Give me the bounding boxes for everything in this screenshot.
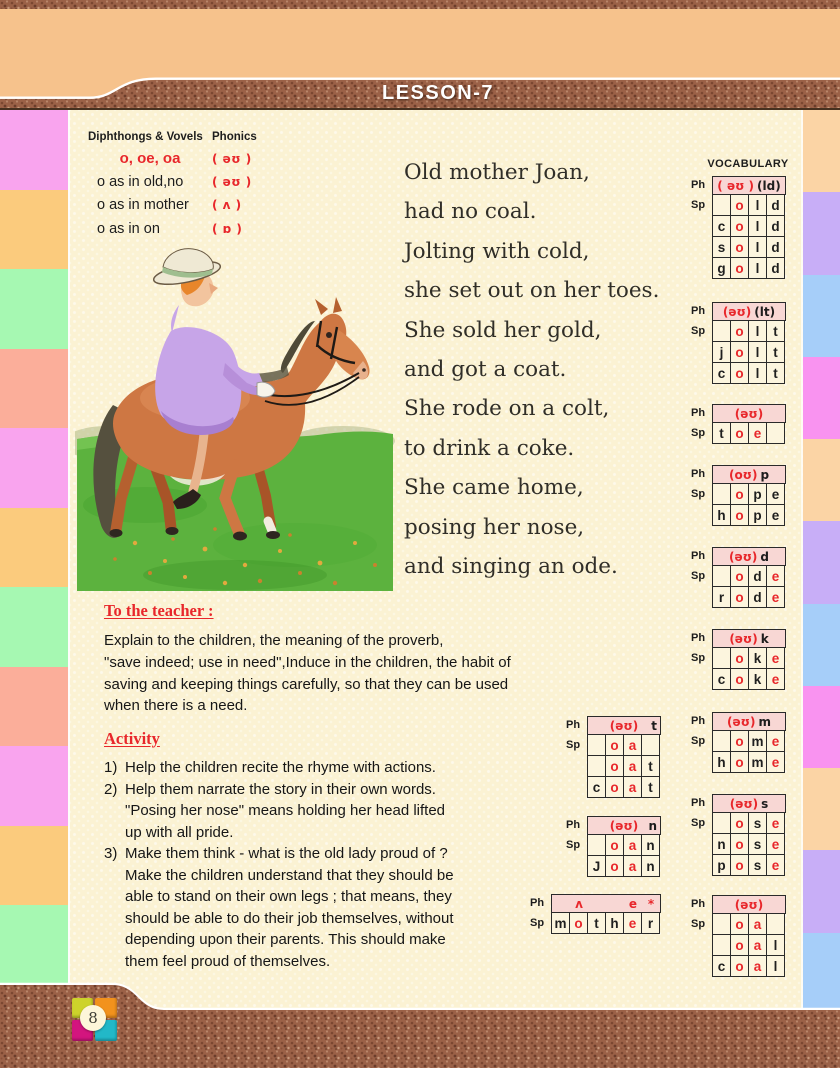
table-cell: s	[713, 237, 730, 257]
activity-item-lines	[125, 757, 436, 779]
poem-line: She sold her gold,	[404, 317, 602, 343]
sp-label: Sp	[691, 817, 706, 829]
edge-stripe	[0, 110, 68, 190]
table-cell: o	[731, 752, 748, 772]
edge-stripe	[803, 439, 840, 521]
key-col2-header: Phonics	[212, 131, 257, 143]
edge-stripe	[803, 850, 840, 932]
table-cell: l	[749, 342, 766, 362]
activity-line: Make them think - what is the old lady proud of ?	[125, 845, 448, 862]
activity-item-number: 1)	[104, 759, 118, 776]
poem-line: she set out on her toes.	[404, 278, 660, 304]
activity-line: Help them narrate the story in their own words.	[125, 780, 436, 798]
table-cell: e	[624, 913, 641, 933]
ph-label: Ph	[530, 897, 545, 909]
word-table-home	[691, 712, 786, 773]
activity-heading: Activity	[104, 729, 160, 748]
sp-label: Sp	[691, 570, 706, 582]
table-cell: p	[749, 505, 766, 525]
table-cell: l	[749, 258, 766, 278]
left-stripe-column	[0, 110, 68, 990]
sp-label: Sp	[691, 735, 706, 747]
table-cell: l	[767, 956, 784, 976]
footer-cork-bar	[0, 980, 840, 1068]
activity-line: Help the children recite the rhyme with actions.	[125, 759, 436, 776]
word-table-coat	[566, 716, 661, 798]
table-cell: e	[767, 813, 784, 833]
table-body	[712, 813, 785, 876]
poem-line: and singing an ode.	[404, 554, 618, 580]
table-cell: o	[731, 484, 748, 504]
table-cell: s	[749, 813, 766, 833]
table-cell: m	[749, 731, 766, 751]
table-cell: o	[731, 669, 748, 689]
header-part: t	[651, 718, 657, 733]
word-table-joan	[566, 816, 661, 877]
header-part: (əʊ)	[734, 897, 764, 912]
table-cell	[588, 735, 605, 755]
key-word: o, oe, oa	[119, 150, 181, 167]
poem-line: Old mother Joan,	[404, 160, 590, 185]
table-cell: o	[731, 834, 748, 854]
ph-label: Ph	[691, 715, 706, 727]
table-cell: a	[624, 856, 641, 876]
ph-label: Ph	[566, 819, 581, 831]
header-cell: ʌ	[575, 896, 583, 911]
table-cell	[713, 648, 730, 668]
table-cell: c	[588, 777, 605, 797]
table-cell: h	[606, 913, 623, 933]
table-cell: e	[767, 855, 784, 875]
header-part: ( əʊ )	[717, 178, 755, 193]
activity-line: should be able to do their job themselves, without	[125, 909, 454, 927]
table-cell: d	[749, 566, 766, 586]
key-row	[88, 150, 298, 174]
key-row	[88, 221, 298, 245]
table-cell: t	[588, 913, 605, 933]
sp-label: Sp	[566, 839, 581, 851]
sp-label: Sp	[691, 427, 706, 439]
header-part: k	[760, 631, 769, 646]
ph-label: Ph	[691, 179, 706, 191]
poem	[404, 153, 704, 586]
table-body	[712, 195, 785, 279]
key-phonic: ( ʌ )	[212, 198, 242, 213]
table-cell: h	[713, 505, 730, 525]
table-cell: d	[767, 195, 784, 215]
poem-line: and got a coat.	[404, 357, 567, 383]
table-cell	[713, 566, 730, 586]
word-table-nose	[691, 794, 786, 876]
header-part: n	[648, 818, 657, 833]
table-cell: d	[767, 258, 784, 278]
activity-line: them feel proud of themselves.	[125, 952, 331, 970]
table-phonics-header	[712, 302, 786, 321]
edge-stripe	[803, 357, 840, 439]
edge-stripe	[0, 349, 68, 429]
table-cell: e	[767, 587, 784, 607]
edge-stripe	[0, 508, 68, 588]
table-cell: k	[749, 669, 766, 689]
table-cell: o	[731, 587, 748, 607]
header-cells	[552, 895, 660, 912]
table-cell: a	[749, 935, 766, 955]
table-cell	[767, 914, 784, 934]
table-body	[712, 423, 785, 444]
header-part: (oʊ)	[728, 467, 758, 482]
header-part: p	[760, 467, 770, 482]
sp-label: Sp	[566, 739, 581, 751]
table-cell: e	[749, 423, 766, 443]
header-part: (əʊ)	[727, 714, 756, 729]
edge-stripe	[0, 269, 68, 349]
word-table-coke	[691, 629, 786, 690]
header-part: (əʊ)	[729, 549, 758, 564]
sp-label: Sp	[691, 652, 706, 664]
table-cell	[713, 813, 730, 833]
table-cell: n	[642, 856, 659, 876]
key-word: o as in on	[97, 221, 160, 238]
table-body	[712, 566, 785, 608]
table-cell: o	[731, 855, 748, 875]
activity-item-lines	[125, 843, 454, 972]
table-cell: o	[731, 813, 748, 833]
poem-line: posing her nose,	[404, 514, 585, 540]
header-part: (əʊ)	[729, 631, 758, 646]
table-body	[551, 913, 660, 934]
table-cell: o	[731, 321, 748, 341]
table-cell: l	[749, 216, 766, 236]
table-cell	[713, 195, 730, 215]
page-number-badge	[80, 1005, 106, 1031]
table-cell: o	[606, 856, 623, 876]
table-cell: o	[606, 756, 623, 776]
header-part: (əʊ)	[734, 406, 764, 421]
word-table-rode	[691, 547, 786, 608]
ph-label: Ph	[691, 305, 706, 317]
table-phonics-header	[712, 794, 786, 813]
table-cell: a	[624, 777, 641, 797]
sp-label: Sp	[691, 488, 706, 500]
edge-stripe	[803, 768, 840, 850]
table-cell: p	[713, 855, 730, 875]
key-rows	[88, 150, 298, 245]
sp-label: Sp	[530, 917, 545, 929]
table-cell: o	[731, 342, 748, 362]
ph-label: Ph	[691, 468, 706, 480]
table-cell: n	[642, 835, 659, 855]
header-cell: *	[647, 896, 655, 911]
table-cell: a	[749, 914, 766, 934]
ph-label: Ph	[566, 719, 581, 731]
table-phonics-header	[712, 465, 786, 484]
lesson-title: LESSON-7	[381, 82, 495, 104]
table-cell: j	[713, 342, 730, 362]
edge-stripe	[803, 110, 840, 192]
table-phonics-header	[712, 895, 786, 914]
table-cell: t	[713, 423, 730, 443]
table-cell: a	[624, 735, 641, 755]
table-cell: g	[713, 258, 730, 278]
teacher-line: Explain to the children, the meaning of the proverb,	[104, 632, 444, 649]
teacher-note-body	[104, 630, 544, 717]
table-cell	[713, 935, 730, 955]
activity-line: "Posing her nose" means holding her head lifted	[125, 802, 446, 819]
table-cell: o	[731, 956, 748, 976]
table-cell: e	[767, 505, 784, 525]
table-cell: e	[767, 752, 784, 772]
edge-stripe	[0, 428, 68, 508]
key-word: o as in old,no	[97, 173, 184, 190]
activity-item-number: 2)	[104, 780, 118, 798]
edge-stripe	[803, 275, 840, 357]
table-phonics-header	[712, 404, 786, 423]
activity-line: able to stand on their own legs ; that means, they	[125, 888, 452, 905]
edge-stripe	[0, 587, 68, 667]
table-cell: o	[731, 423, 748, 443]
phonics-key	[88, 131, 298, 245]
table-cell: t	[642, 777, 659, 797]
table-cell: e	[767, 566, 784, 586]
edge-stripe	[803, 604, 840, 686]
table-phonics-header	[712, 547, 786, 566]
word-table-hope	[691, 465, 786, 526]
table-cell: o	[731, 914, 748, 934]
table-cell	[713, 484, 730, 504]
word-table-olt	[691, 302, 786, 384]
key-row	[88, 197, 298, 221]
key-row	[88, 174, 298, 198]
activity-item	[104, 779, 554, 844]
table-cell: m	[749, 752, 766, 772]
table-body	[712, 914, 785, 977]
edge-stripe	[803, 192, 840, 274]
table-phonics-header	[551, 894, 661, 913]
word-table-mother	[530, 894, 661, 934]
teacher-note	[104, 601, 544, 717]
ph-label: Ph	[691, 407, 706, 419]
teacher-line: when there is a need.	[104, 697, 248, 715]
activity-line: depending upon their parents. This should make	[125, 931, 446, 948]
header-part: (əʊ)	[729, 796, 759, 811]
edge-stripe	[0, 190, 68, 270]
table-cell: a	[624, 835, 641, 855]
teacher-note-heading: To the teacher :	[104, 601, 214, 620]
right-stripe-column	[803, 110, 840, 1015]
edge-stripe	[0, 667, 68, 747]
edge-stripe	[803, 686, 840, 768]
table-cell: t	[767, 342, 784, 362]
table-cell: p	[749, 484, 766, 504]
table-cell	[713, 914, 730, 934]
activity-item	[104, 757, 554, 779]
edge-stripe	[0, 826, 68, 906]
activity-line: up with all pride.	[125, 823, 234, 841]
poem-line: to drink a coke.	[404, 435, 575, 461]
table-cell: l	[749, 237, 766, 257]
table-cell	[767, 423, 784, 443]
table-cell: t	[767, 321, 784, 341]
table-cell: a	[749, 956, 766, 976]
edge-stripe	[803, 521, 840, 603]
key-col1-header: Diphthongs & Vovels	[88, 131, 203, 143]
poem-line: She rode on a colt,	[404, 396, 610, 422]
table-cell: o	[731, 363, 748, 383]
table-cell: o	[606, 735, 623, 755]
table-body	[712, 648, 785, 690]
word-table-old	[691, 176, 786, 279]
table-phonics-header	[712, 712, 786, 731]
table-cell: o	[731, 935, 748, 955]
table-cell: J	[588, 856, 605, 876]
table-body	[712, 321, 785, 384]
table-cell	[713, 321, 730, 341]
header-part: m	[758, 714, 771, 729]
table-cell: e	[767, 731, 784, 751]
ph-label: Ph	[691, 550, 706, 562]
header-part: (əʊ)	[609, 818, 639, 833]
edge-stripe	[0, 905, 68, 985]
header-part: d	[760, 549, 769, 564]
table-cell: o	[731, 731, 748, 751]
table-cell: o	[606, 777, 623, 797]
table-cell: n	[713, 834, 730, 854]
table-cell: d	[749, 587, 766, 607]
table-cell: o	[731, 566, 748, 586]
word-table-toe	[691, 404, 786, 444]
header-part: (əʊ)	[609, 718, 639, 733]
table-cell: o	[731, 648, 748, 668]
sp-label: Sp	[691, 199, 706, 211]
table-cell	[588, 835, 605, 855]
header-cell: e	[628, 896, 638, 911]
table-cell: h	[713, 752, 730, 772]
poem-line: She came home,	[404, 475, 584, 501]
edge-stripe	[0, 746, 68, 826]
teacher-line: "save indeed; use in need",Induce in the children, the habit of	[104, 653, 511, 671]
table-phonics-header	[587, 716, 661, 735]
key-phonic: ( əʊ )	[212, 152, 252, 166]
table-cell: a	[624, 756, 641, 776]
table-cell: d	[767, 237, 784, 257]
ph-label: Ph	[691, 632, 706, 644]
header-part: (lt)	[754, 304, 776, 319]
table-cell: l	[749, 363, 766, 383]
ph-label: Ph	[691, 898, 706, 910]
activity-item	[104, 843, 554, 972]
table-cell: l	[749, 321, 766, 341]
table-cell: r	[642, 913, 659, 933]
table-phonics-header	[587, 816, 661, 835]
table-cell: l	[767, 935, 784, 955]
table-cell: s	[749, 855, 766, 875]
table-body	[712, 484, 785, 526]
table-phonics-header	[712, 176, 786, 195]
table-cell: d	[767, 216, 784, 236]
poem-line: had no coal.	[404, 199, 537, 225]
word-table-coal	[691, 895, 786, 977]
teacher-line: saving and keeping things carefully, so that they can be used	[104, 675, 509, 693]
table-cell: c	[713, 956, 730, 976]
table-cell: o	[731, 505, 748, 525]
sp-label: Sp	[691, 918, 706, 930]
table-body	[587, 735, 660, 798]
table-cell: r	[713, 587, 730, 607]
table-cell: o	[731, 258, 748, 278]
activity-item-lines	[125, 779, 445, 844]
activity-items	[104, 757, 554, 972]
activity-line: Make the children understand that they should be	[125, 866, 454, 884]
page-number: 8	[88, 1009, 98, 1027]
table-cell: k	[749, 648, 766, 668]
table-cell: t	[642, 756, 659, 776]
table-cell: c	[713, 216, 730, 236]
table-cell: t	[767, 363, 784, 383]
table-cell: o	[731, 195, 748, 215]
table-cell: e	[767, 834, 784, 854]
table-cell: e	[767, 648, 784, 668]
table-cell	[713, 731, 730, 751]
key-word: o as in mother	[97, 197, 189, 214]
table-cell: o	[731, 237, 748, 257]
key-phonic: ( ɒ )	[212, 222, 243, 237]
table-cell	[588, 756, 605, 776]
vocabulary-title: VOCABULARY	[707, 158, 789, 170]
illustration-old-lady-on-horse	[75, 243, 395, 593]
sp-label: Sp	[691, 325, 706, 337]
table-cell: o	[731, 216, 748, 236]
header-part: s	[761, 796, 769, 811]
ph-label: Ph	[691, 797, 706, 809]
table-body	[587, 835, 660, 877]
table-cell: s	[749, 834, 766, 854]
table-cell: m	[552, 913, 569, 933]
table-cell: c	[713, 669, 730, 689]
table-cell: o	[606, 835, 623, 855]
table-cell: o	[570, 913, 587, 933]
key-phonic: ( əʊ )	[212, 174, 252, 189]
header-part: (ld)	[757, 178, 781, 193]
table-cell: c	[713, 363, 730, 383]
table-phonics-header	[712, 629, 786, 648]
header-part: (əʊ)	[722, 304, 752, 319]
table-cell: l	[749, 195, 766, 215]
table-cell	[642, 735, 659, 755]
table-body	[712, 731, 785, 773]
activity-section	[104, 729, 554, 972]
poem-line: Jolting with cold,	[404, 238, 590, 264]
activity-item-number: 3)	[104, 845, 118, 862]
table-cell: e	[767, 484, 784, 504]
table-cell: e	[767, 669, 784, 689]
